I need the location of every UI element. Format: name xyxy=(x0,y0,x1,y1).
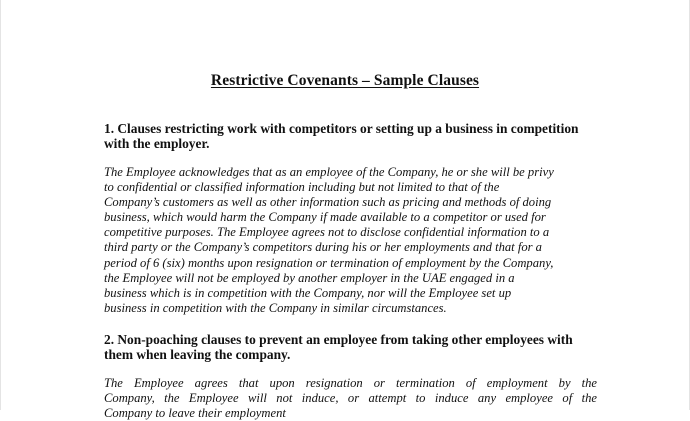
paragraph-line: to confidential or classified information including but not limited to that of the xyxy=(104,180,500,195)
paragraph-line: The Employee acknowledges that as an employee of the Company, he or she will be privy xyxy=(104,165,554,179)
section-1-heading-line: 1. Clauses restricting work with competitors or setting up a business in competition xyxy=(104,121,579,136)
section-2-heading-line: 2. Non-poaching clauses to prevent an employee from taking other employees with xyxy=(104,332,573,347)
paragraph-line: the Employee will not be employed by another employer in the UAE engaged in a xyxy=(104,270,515,285)
paragraph-line: business, which would harm the Company if made available to a competitor or used for xyxy=(104,210,546,225)
section-1-heading-line: with the employer. xyxy=(104,136,210,151)
paragraph-line: Company, the Employee will not induce, or attempt to induce any employee of the xyxy=(104,391,597,406)
document-title: Restrictive Covenants – Sample Clauses xyxy=(210,72,480,89)
paragraph-line: business in competition with the Company in similar circumstances. xyxy=(104,300,447,315)
paragraph-line: Company to leave their employment xyxy=(104,406,286,421)
section-2-paragraph xyxy=(104,376,604,421)
paragraph-line: competitive purposes. The Employee agrees not to disclose confidential information to a xyxy=(104,225,550,240)
section-1-heading xyxy=(104,121,614,151)
section-2-heading-line: them when leaving the company. xyxy=(104,347,291,362)
section-1-paragraph xyxy=(104,165,604,316)
paragraph-line: The Employee agrees that upon resignation or termination of employment by the xyxy=(104,376,597,390)
paragraph-line: business which is in competition with the Company, nor will the Employee set up xyxy=(104,285,512,300)
paragraph-line: period of 6 (six) months upon resignation or termination of employment by the Company, xyxy=(104,255,554,270)
paragraph-line: Company’s customers as well as other information such as pricing and methods of doing xyxy=(104,195,552,210)
paragraph-line: third party or the Company’s competitors during his or her employments and that for a xyxy=(104,240,542,255)
section-2-heading xyxy=(104,332,614,362)
